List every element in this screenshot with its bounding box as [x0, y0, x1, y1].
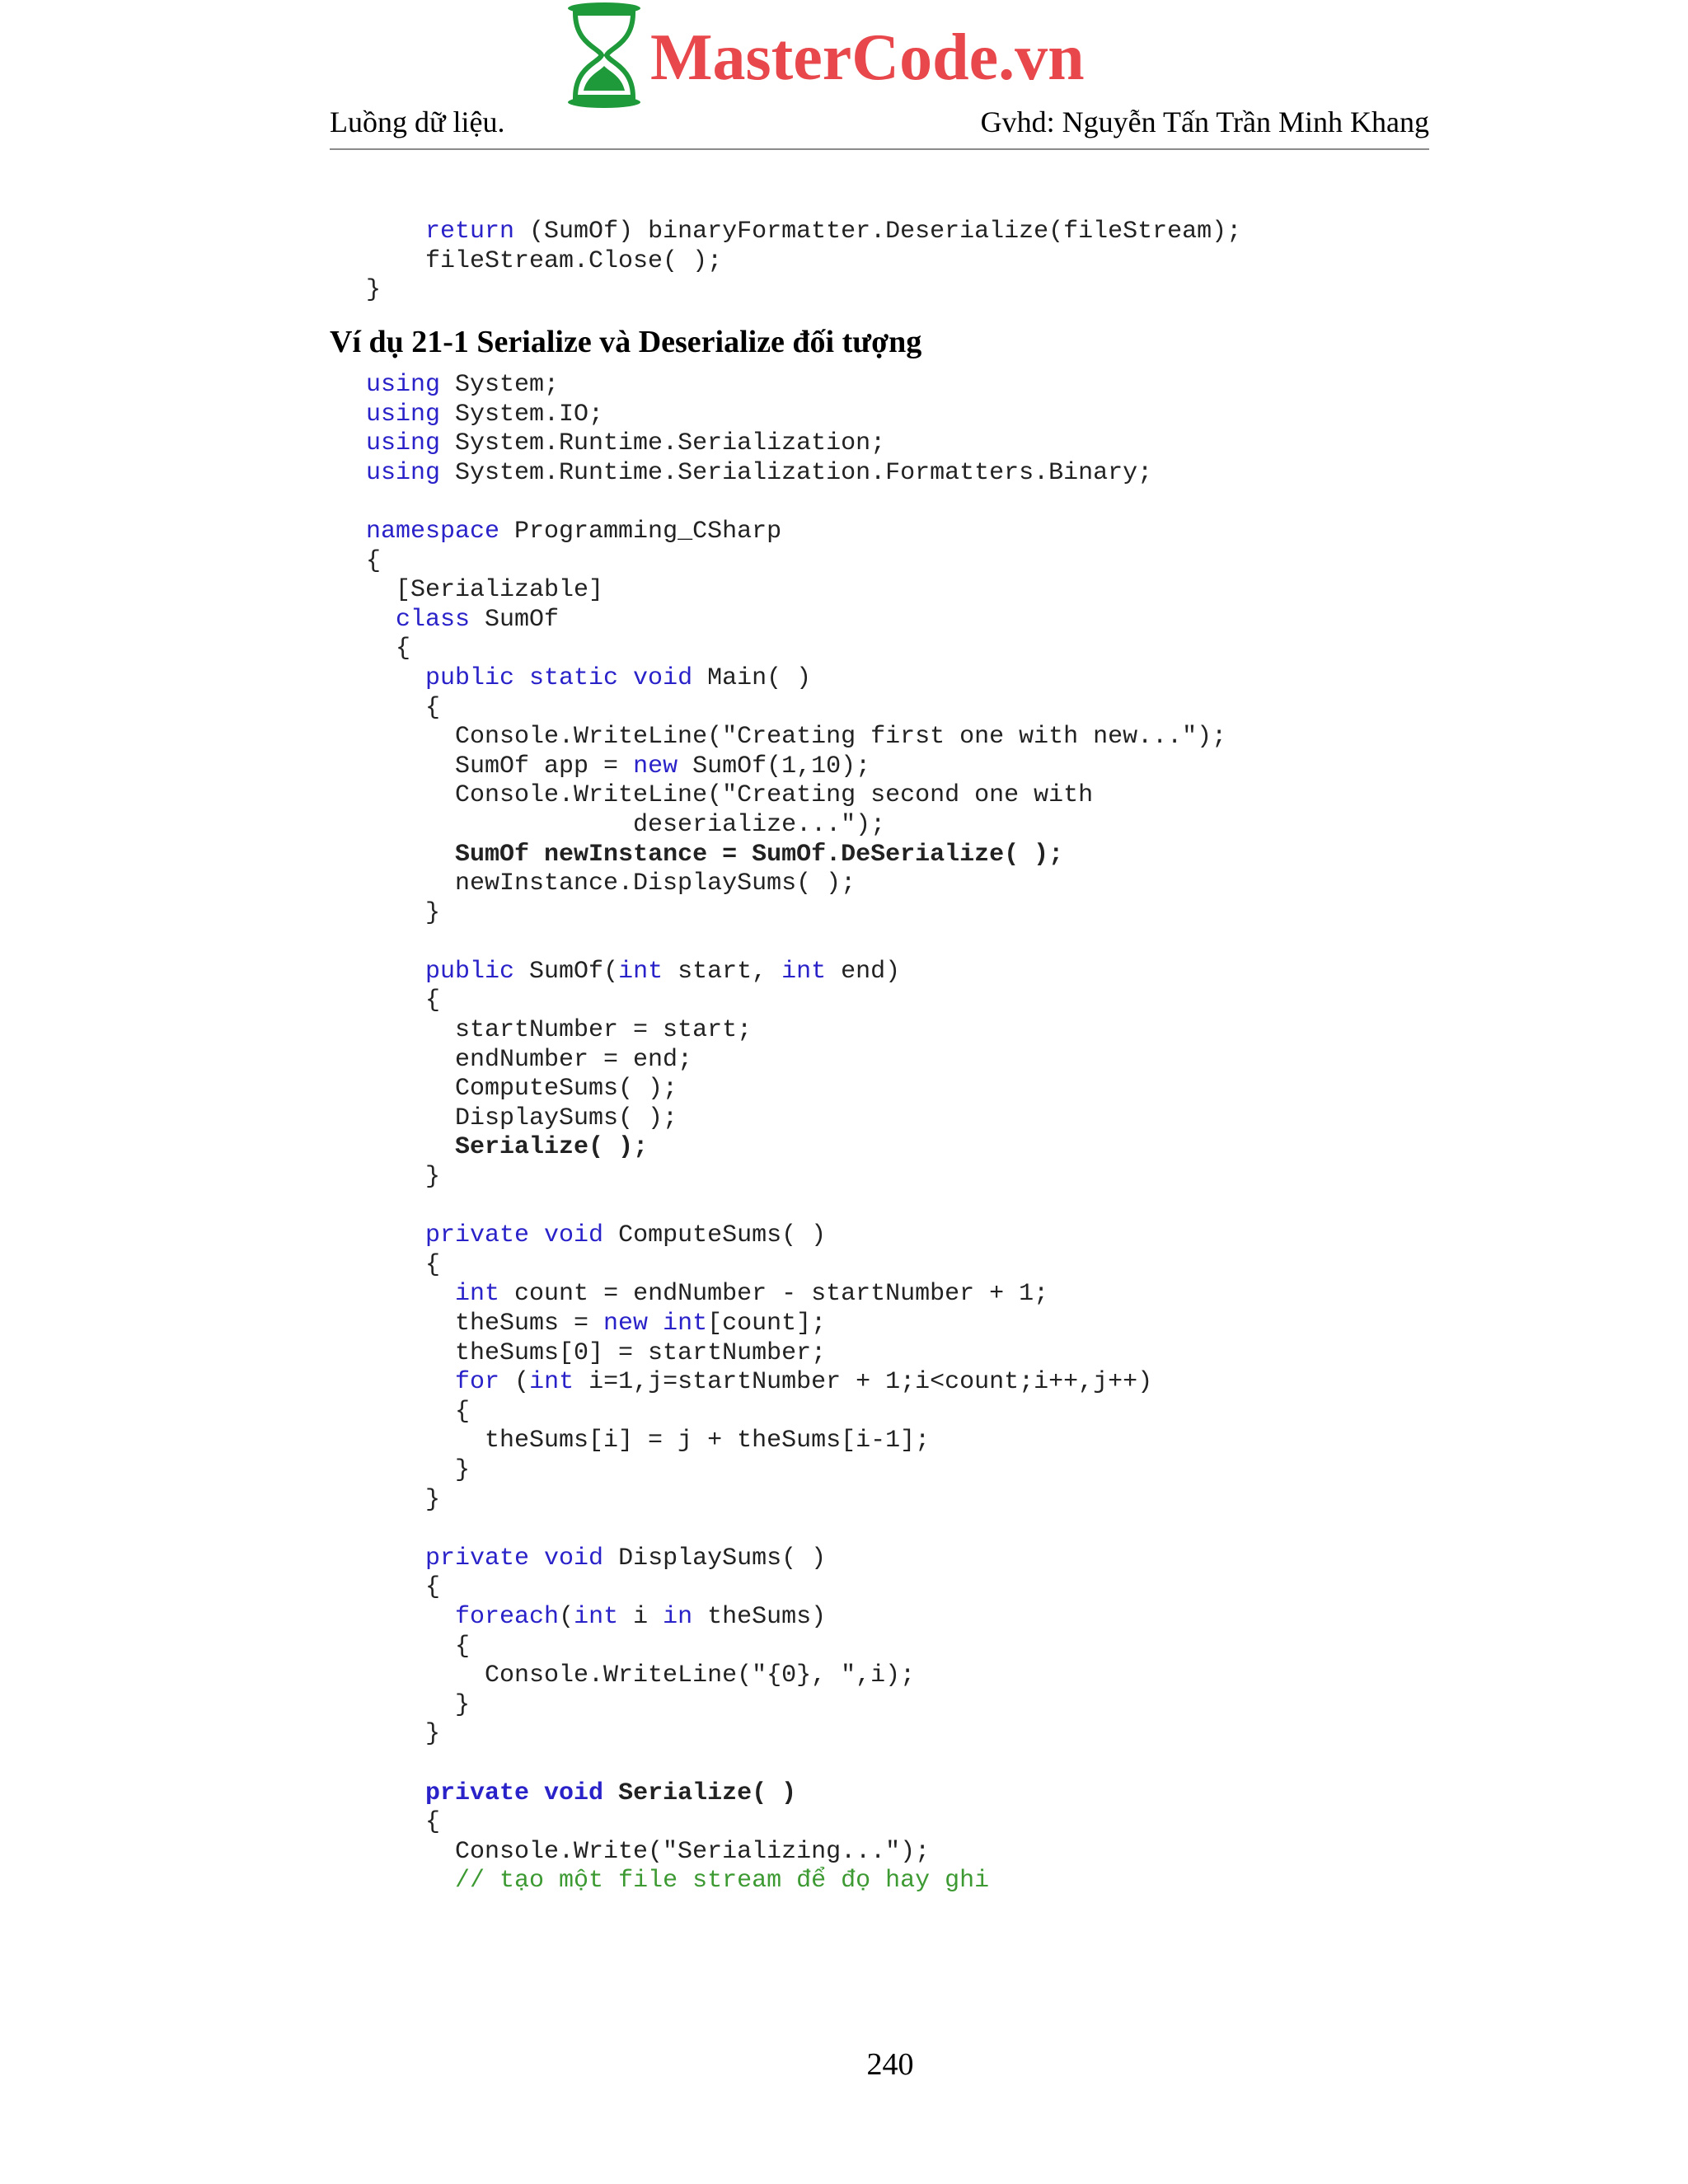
- code-line: [366, 1193, 1226, 1222]
- code-token: start,: [663, 957, 782, 986]
- code-token: }: [366, 276, 382, 305]
- code-token: [366, 1544, 425, 1572]
- code-token: for: [455, 1368, 500, 1397]
- code-token: fileStream.Close( );: [366, 246, 723, 275]
- code-token: {: [366, 1397, 471, 1426]
- code-line: [366, 488, 1226, 518]
- code-token: (SumOf) binaryFormatter.Deserialize(fileStream);: [514, 218, 1242, 246]
- code-token: count = endNumber - startNumber + 1;: [499, 1280, 1049, 1309]
- code-line: [366, 276, 1241, 306]
- code-token: theSums =: [366, 1310, 604, 1338]
- code-line: [366, 606, 1226, 635]
- code-token: {: [366, 1808, 441, 1837]
- logo-text: MasterCode.vn: [650, 21, 1085, 94]
- code-line: [366, 694, 1226, 724]
- example-title: Ví dụ 21-1 Serialize và Deserialize đối tượng: [330, 325, 922, 359]
- code-token: int: [781, 957, 827, 986]
- code-line: [366, 1603, 1226, 1633]
- code-token: }: [366, 1720, 441, 1749]
- code-token: DisplaySums( ): [603, 1544, 827, 1572]
- logo: [0, 0, 1688, 115]
- code-line: [366, 664, 1226, 694]
- code-token: public: [425, 957, 515, 986]
- code-line: [366, 1486, 1226, 1516]
- code-token: DisplaySums( );: [366, 1104, 678, 1132]
- code-token: {: [366, 635, 411, 663]
- code-token: new: [633, 752, 678, 780]
- code-token: int: [574, 1602, 619, 1631]
- code-line: [366, 723, 1226, 752]
- code-token: namespace: [366, 517, 500, 546]
- code-token: Serialize( ): [618, 1779, 797, 1807]
- code-line: [366, 1779, 1226, 1809]
- code-token: [366, 958, 425, 986]
- header-chapter-title: Luồng dữ liệu.: [330, 105, 505, 138]
- code-token: [366, 1867, 455, 1895]
- code-token: return: [425, 218, 515, 246]
- code-line: [366, 1515, 1226, 1544]
- code-token: theSums[i] = j + theSums[i-1];: [366, 1427, 931, 1455]
- code-token: SumOf app =: [366, 752, 634, 780]
- code-line: [366, 1750, 1226, 1779]
- code-token: SumOf(1,10);: [678, 752, 871, 780]
- code-line: [366, 1368, 1226, 1398]
- code-block-example: [366, 371, 1226, 1896]
- code-token: end): [826, 957, 901, 986]
- header-divider: [330, 148, 1429, 150]
- code-token: {: [366, 693, 441, 722]
- code-line: [366, 1133, 1226, 1163]
- code-line: [366, 459, 1226, 489]
- page-number: 240: [866, 2047, 914, 2082]
- hourglass-icon: [565, 2, 643, 109]
- code-line: [366, 1046, 1226, 1076]
- code-line: [366, 811, 1226, 841]
- code-token: System;: [440, 371, 560, 399]
- code-line: [366, 1221, 1226, 1251]
- code-line: [366, 752, 1226, 782]
- code-line: [366, 781, 1226, 811]
- code-token: Console.WriteLine("Creating second one with: [366, 781, 1094, 810]
- code-token: Main( ): [692, 663, 812, 692]
- code-token: using: [366, 458, 441, 487]
- code-line: [366, 899, 1226, 929]
- code-token: [Serializable]: [366, 576, 604, 605]
- code-line: [366, 1456, 1226, 1486]
- code-token: [366, 1368, 455, 1396]
- code-line: [366, 518, 1226, 547]
- code-token: theSums): [692, 1602, 827, 1631]
- code-line: [366, 1838, 1226, 1868]
- code-token: (: [499, 1368, 530, 1397]
- code-token: Console.Write("Serializing...");: [366, 1837, 931, 1866]
- code-line: [366, 1251, 1226, 1281]
- code-token: {: [366, 546, 382, 575]
- code-token: ComputeSums( );: [366, 1075, 678, 1104]
- code-token: startNumber = start;: [366, 1016, 753, 1045]
- code-line: [366, 1104, 1226, 1134]
- code-token: {: [366, 987, 441, 1015]
- code-token: Programming_CSharp: [499, 517, 782, 546]
- code-line: [366, 1075, 1226, 1104]
- code-token: System.IO;: [440, 400, 604, 429]
- code-line: [366, 987, 1226, 1016]
- code-line: [366, 1016, 1226, 1046]
- code-line: [366, 1339, 1226, 1369]
- code-token: class: [396, 605, 471, 634]
- code-line: [366, 401, 1226, 430]
- code-token: SumOf newInstance = SumOf.DeSerialize( );: [455, 840, 1064, 869]
- code-line: [366, 1163, 1226, 1193]
- code-line: [366, 841, 1226, 870]
- code-token: [366, 1133, 455, 1161]
- code-token: public static void: [425, 663, 693, 692]
- code-token: int: [455, 1280, 500, 1309]
- code-line: [366, 1867, 1226, 1896]
- code-token: }: [366, 898, 441, 927]
- code-line: [366, 1427, 1226, 1456]
- code-token: Console.WriteLine("Creating first one with new...");: [366, 723, 1227, 752]
- code-line: [366, 371, 1226, 401]
- code-token: using: [366, 429, 441, 458]
- code-token: [648, 1310, 663, 1338]
- code-line: [366, 1633, 1226, 1662]
- code-line: [366, 1808, 1226, 1838]
- code-token: SumOf(: [514, 957, 619, 986]
- code-token: deserialize...");: [366, 810, 886, 839]
- code-token: Serialize( );: [455, 1133, 649, 1162]
- code-token: {: [366, 1573, 441, 1602]
- code-token: [366, 218, 425, 246]
- code-line: [366, 1544, 1226, 1574]
- code-line: [366, 429, 1226, 459]
- code-token: {: [366, 1632, 471, 1661]
- code-token: Console.WriteLine("{0}, ",i);: [366, 1661, 916, 1690]
- code-token: }: [366, 1690, 471, 1719]
- code-token: private void: [425, 1544, 604, 1572]
- code-token: in: [663, 1602, 693, 1631]
- code-token: // tạo một file stream để đọ hay ghi: [455, 1867, 990, 1896]
- code-line: [366, 1661, 1226, 1691]
- code-token: newInstance.DisplaySums( );: [366, 869, 856, 898]
- code-token: [366, 1603, 455, 1631]
- code-token: private void: [425, 1779, 604, 1807]
- code-token: [366, 1221, 425, 1249]
- code-token: endNumber = end;: [366, 1045, 693, 1074]
- code-token: [366, 1779, 425, 1807]
- code-token: {: [366, 1250, 441, 1279]
- code-line: [366, 869, 1226, 899]
- code-token: (: [559, 1602, 574, 1631]
- code-token: }: [366, 1163, 441, 1192]
- code-line: [366, 247, 1241, 277]
- code-token: [366, 606, 396, 634]
- code-token: i: [618, 1602, 663, 1631]
- code-line: [366, 1720, 1226, 1750]
- code-token: [603, 1779, 618, 1807]
- code-block-continued: [366, 218, 1241, 306]
- code-line: [366, 928, 1226, 958]
- header-instructor: Gvhd: Nguyễn Tấn Trần Minh Khang: [980, 105, 1429, 138]
- code-token: [366, 841, 455, 869]
- code-token: i=1,j=startNumber + 1;i<count;i++,j++): [574, 1368, 1153, 1397]
- code-line: [366, 218, 1241, 247]
- code-line: [366, 576, 1226, 606]
- code-token: int: [529, 1368, 574, 1397]
- code-line: [366, 1691, 1226, 1721]
- code-line: [366, 635, 1226, 664]
- code-line: [366, 1573, 1226, 1603]
- code-line: [366, 547, 1226, 577]
- code-token: new: [603, 1310, 649, 1338]
- code-line: [366, 958, 1226, 987]
- code-token: }: [366, 1485, 441, 1514]
- code-token: [366, 1280, 455, 1308]
- code-token: private void: [425, 1221, 604, 1250]
- code-token: theSums[0] = startNumber;: [366, 1338, 827, 1367]
- code-line: [366, 1398, 1226, 1427]
- code-token: System.Runtime.Serialization.Formatters.Binary;: [440, 458, 1153, 487]
- code-token: ComputeSums( ): [603, 1221, 827, 1250]
- code-token: }: [366, 1455, 471, 1484]
- code-token: int: [663, 1310, 708, 1338]
- code-token: using: [366, 371, 441, 399]
- code-token: SumOf: [470, 605, 560, 634]
- code-token: [count];: [707, 1310, 827, 1338]
- code-token: int: [618, 957, 663, 986]
- code-token: System.Runtime.Serialization;: [440, 429, 886, 458]
- code-token: foreach: [455, 1602, 560, 1631]
- code-line: [366, 1280, 1226, 1310]
- code-line: [366, 1310, 1226, 1339]
- code-token: [366, 664, 425, 692]
- code-token: using: [366, 400, 441, 429]
